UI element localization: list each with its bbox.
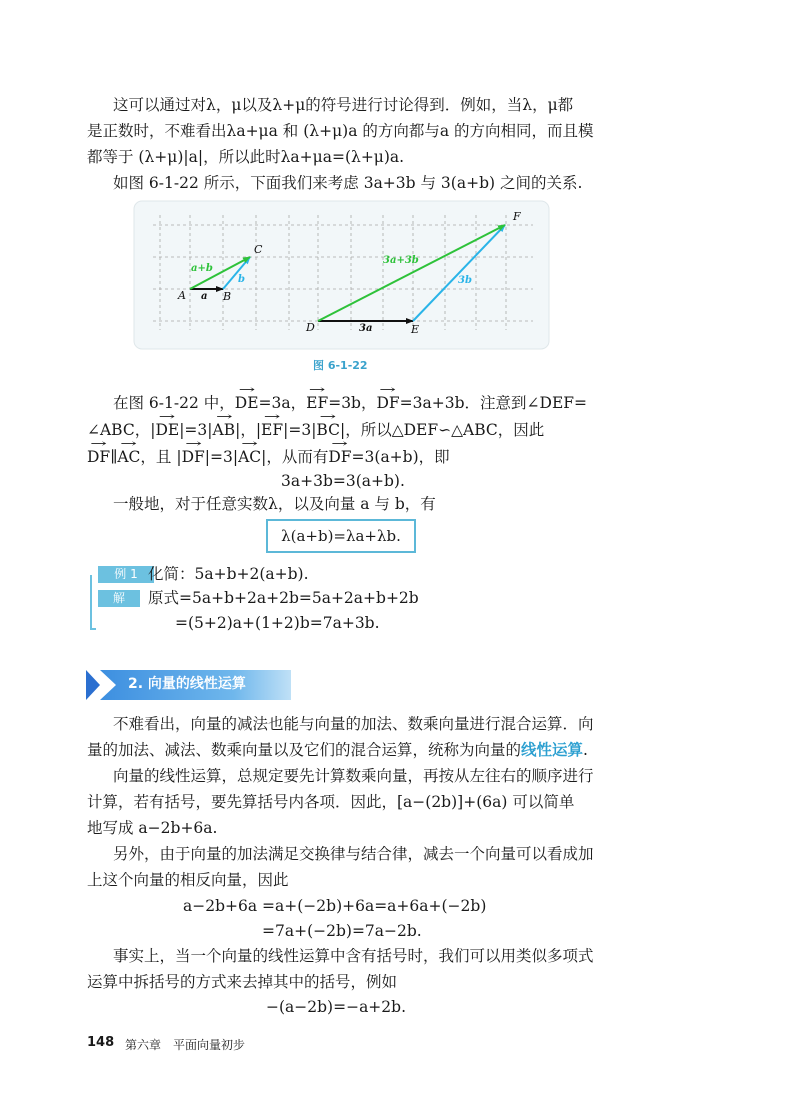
paragraph-line: 计算，若有括号，要先算括号内各项．因此，[a−(2b)]+(6a) 可以简单 [87,793,575,811]
example-rule [90,575,92,630]
paragraph-line: 这可以通过对λ，μ以及λ+μ的符号进行讨论得到．例如，当λ，μ都 [113,96,574,114]
text: =3a+3b．注意到∠DEF= [399,394,588,412]
paragraph-line: 是正数时，不难看出λa+μa 和 (λ+μ)a 的方向都与a 的方向相同，而且模 [87,122,594,140]
text: 量的加法、减法、数乘向量以及它们的混合运算，统称为向量的 [87,741,522,759]
boxed-formula: λ(a+b)=λa+λb. [266,519,416,553]
solution-tag: 解 [98,590,140,607]
solution-line-2: =(5+2)a+(1+2)b=7a+3b. [175,614,380,632]
vector-df-symbol: → DF [182,446,205,468]
paragraph-line: 地写成 a−2b+6a. [87,819,218,837]
equation-line: −(a−2b)=−a+2b. [266,998,407,1016]
example-tag: 例 1 [98,566,154,583]
text: |=3| [204,448,239,466]
label-point-f: F [513,210,521,223]
text: ∥ [110,448,118,466]
solution-line-1: 原式=5a+b+2a+2b=5a+2a+b+2b [148,589,419,607]
label-vector-3b: 3b [458,275,472,286]
paragraph-line [87,739,588,761]
paragraph-line: 不难看出，向量的减法也能与向量的加法、数乘向量进行混合运算．向 [113,715,594,733]
text: =3a， [258,394,307,412]
proof-line-2 [87,419,544,441]
label-point-a: A [178,289,186,302]
text: . [583,741,588,759]
paragraph-line: 上这个向量的相反向量，因此 [87,871,289,889]
section-title: 2. 向量的线性运算 [128,676,246,692]
vector-bc-symbol: → BC [316,419,340,441]
vector-ac-symbol: → AC [117,446,140,468]
figure-caption: 图 6-1-22 [313,359,368,372]
label-point-b: B [223,290,232,303]
vector-figure [133,200,550,350]
label-vector-a: a [201,291,208,302]
example-rule-end [90,628,96,630]
vector-ab-symbol: → AB [213,419,236,441]
text: 在图 6-1-22 中， [113,394,235,412]
paragraph-line: 事实上，当一个向量的线性运算中含有括号时，我们可以用类似多项式 [113,947,594,965]
label-point-c: C [254,243,263,256]
equation-line: a−2b+6a =a+(−2b)+6a=a+6a+(−2b) [183,897,487,915]
example-prompt: 化简：5a+b+2(a+b). [148,565,309,583]
label-point-e: E [411,323,420,336]
vector-ef-symbol: → EF [306,392,328,414]
proof-line-3 [87,446,450,468]
paragraph-line: 都等于 (λ+μ)|a|，所以此时λa+μa=(λ+μ)a. [87,148,405,166]
equation-line: =7a+(−2b)=7a−2b. [262,922,422,940]
paragraph-line: 如图 6-1-22 所示，下面我们来考虑 3a+3b 与 3(a+b) 之间的关系. [113,174,583,192]
proof-equation: 3a+3b=3(a+b). [281,472,405,490]
label-vector-apb: a+b [191,263,213,274]
paragraph-line: 向量的线性运算，总规定要先计算数乘向量，再按从左往右的顺序进行 [113,767,594,785]
label-vector-3a: 3a [359,323,373,334]
highlighted-term: 线性运算 [521,740,584,759]
vector-df-symbol: → DF [376,392,399,414]
text: =3b， [328,394,377,412]
label-vector-b: b [238,274,245,285]
text: |=3| [179,421,213,439]
text: =3(a+b)，即 [351,448,450,466]
label-vector-3ap3b: 3a+3b [383,255,419,266]
paragraph-line: 另外，由于向量的加法满足交换律与结合律，减去一个向量可以看成加 [113,845,594,863]
label-point-d: D [306,321,315,334]
banner-arrow-icon [86,670,100,700]
text: ，且 | [140,448,182,466]
vector-ef-symbol: → EF [261,419,283,441]
text: |，从而有 [261,448,329,466]
vector-de-symbol: → DE [235,392,259,414]
chapter-label: 第六章 平面向量初步 [125,1038,246,1052]
text: |，所以△DEF∽△ABC，因此 [339,421,545,439]
vector-ac-symbol: → AC [238,446,261,468]
text: ∠ABC，| [87,421,156,439]
text: |=3| [283,421,317,439]
paragraph-line: 运算中拆括号的方式来去掉其中的括号，例如 [87,973,398,991]
vector-de-symbol: → DE [155,419,179,441]
text: |，| [235,421,262,439]
general-statement: 一般地，对于任意实数λ，以及向量 a 与 b，有 [113,495,436,513]
vector-df-symbol: → DF [87,446,110,468]
page-number: 148 [87,1035,115,1050]
figure-panel [134,201,549,349]
vector-df-symbol: → DF [328,446,351,468]
